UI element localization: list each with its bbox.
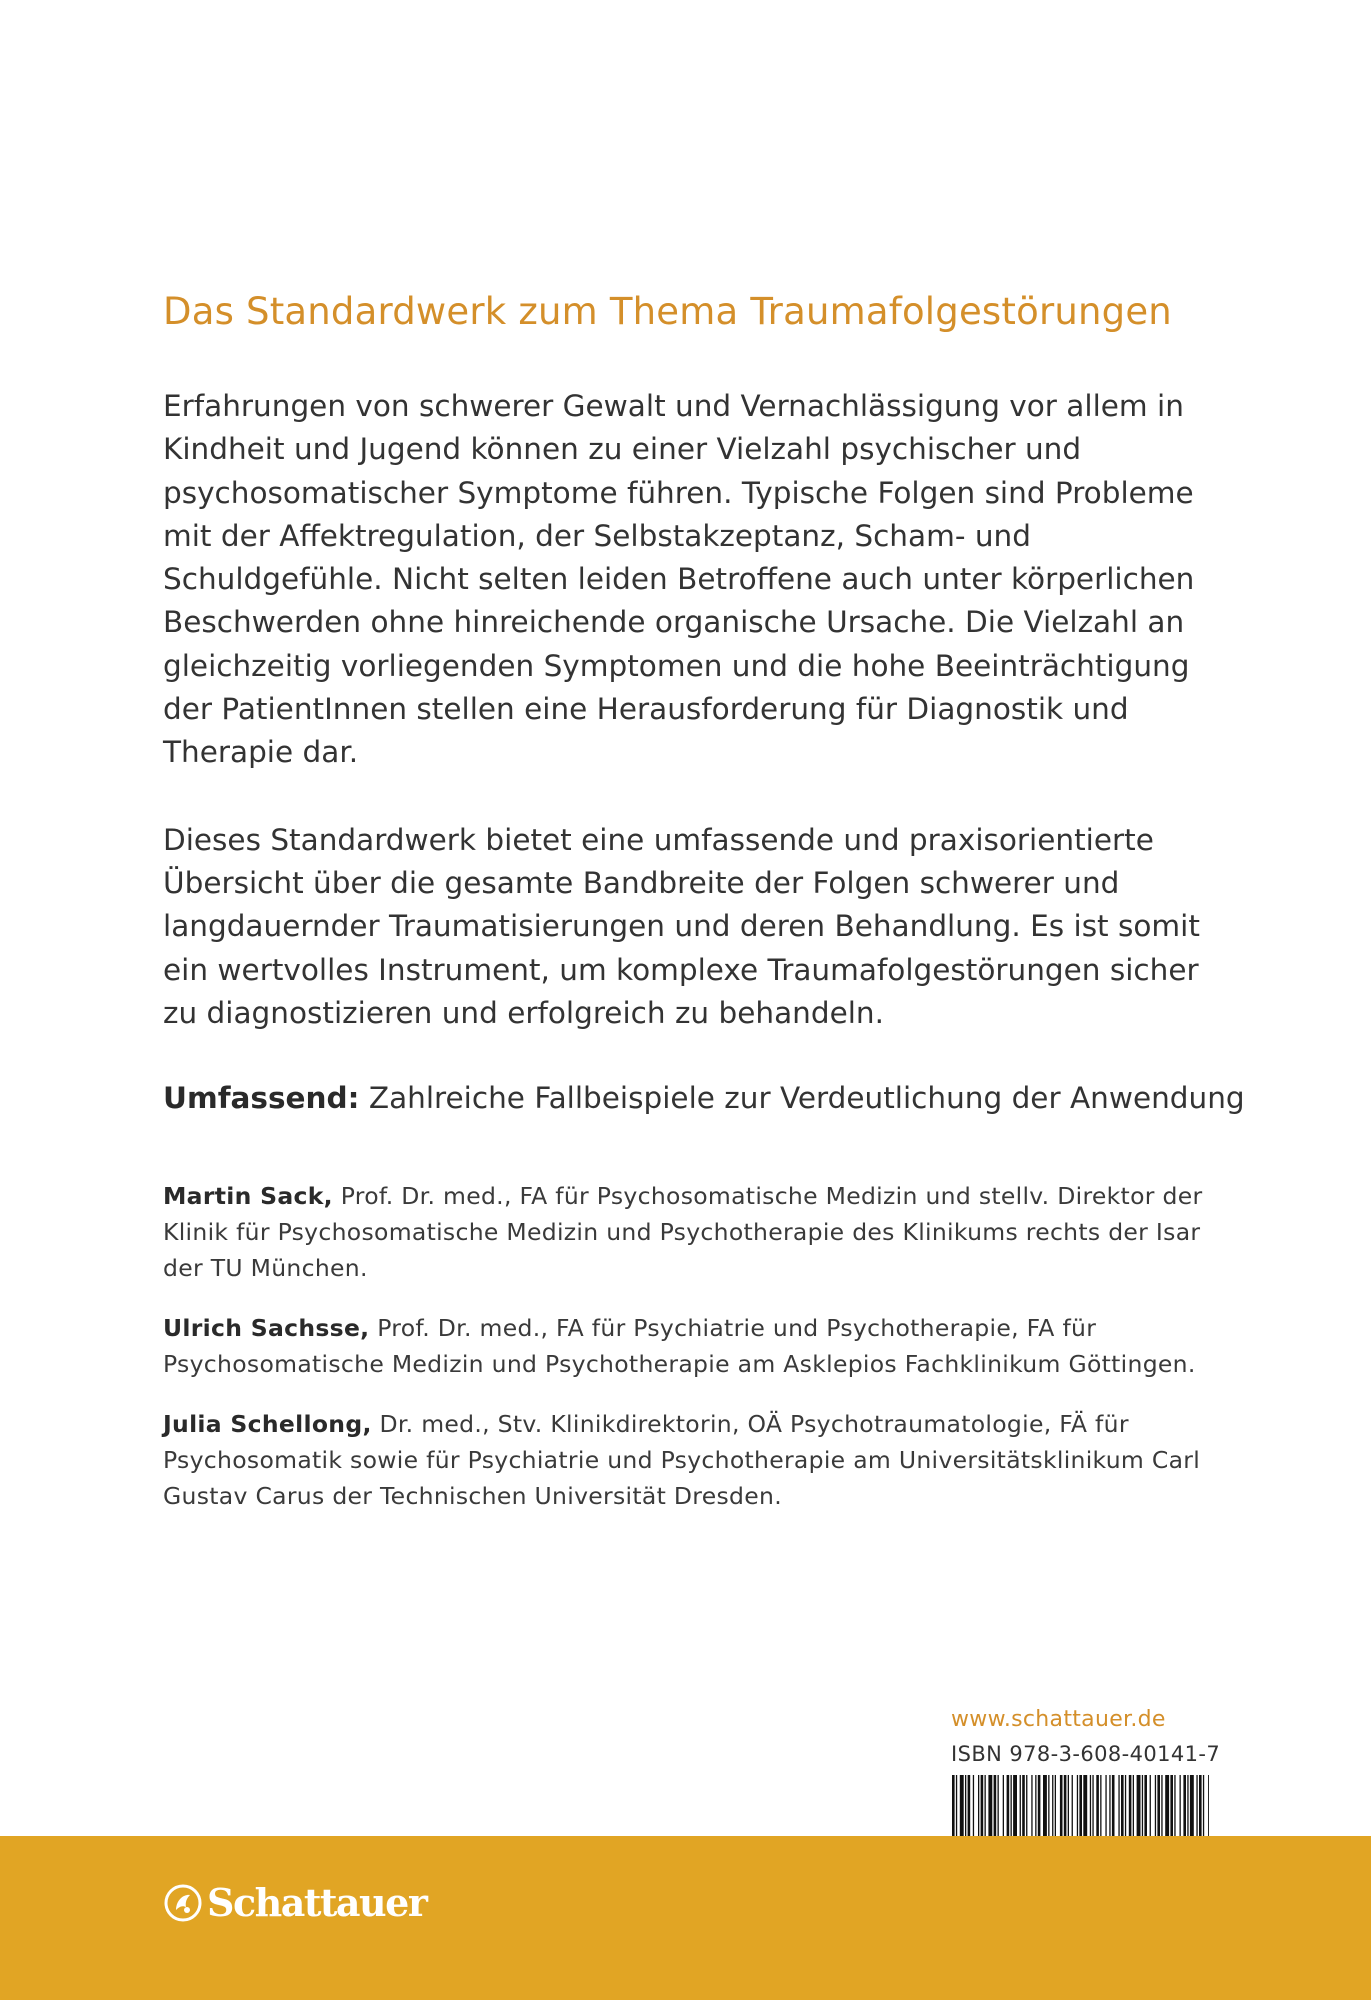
author-bio: Prof. Dr. med., FA für Psychiatrie und Psychotherapie, FA für Psychosomatische Medizin und Psychotherapie am Asklepios Fachklinikum Göttingen. [163, 1314, 1196, 1379]
blurb [163, 385, 1223, 1035]
back-cover-content [163, 290, 1245, 1538]
publisher-logo [163, 1880, 426, 1925]
author-entry [163, 1310, 1223, 1382]
feature-line [163, 1077, 1245, 1120]
author-bio: Dr. med., Stv. Klinikdirektorin, OÄ Psychotraumatologie, FÄ für Psychosomatik sowie für Psychiatrie und Psychotherapie am Universitätsklinikum Carl Gustav Carus der Technischen Universität Dresden. [163, 1410, 1201, 1511]
publisher-emblem-icon [163, 1883, 203, 1923]
author-name: Martin Sack, [163, 1182, 333, 1211]
headline: Das Standardwerk zum Thema Traumafolgestörungen [163, 290, 1172, 333]
publisher-name: Schattauer [207, 1880, 427, 1925]
feature-label: Umfassend: [163, 1081, 360, 1116]
feature-text: Zahlreiche Fallbeispiele zur Verdeutlichung der Anwendung [368, 1081, 1245, 1116]
isbn-number: ISBN 978-3-608-40141-7 [951, 1742, 1221, 1766]
author-list [163, 1178, 1223, 1514]
imprint [951, 1705, 1221, 1769]
author-bio: Prof. Dr. med., FA für Psychosomatische Medizin und stellv. Direktor der Klinik für Psychosomatische Medizin und Psychotherapie des Klinikums rechts der Isar der TU München. [163, 1182, 1203, 1283]
publisher-footer-band [0, 1836, 1371, 2000]
barcode-image [951, 1775, 1210, 1836]
author-name: Ulrich Sachsse, [163, 1314, 370, 1343]
author-entry [163, 1406, 1223, 1514]
blurb-paragraph-2: Dieses Standardwerk bietet eine umfassende und praxisorientierte Übersicht über die gesamte Bandbreite der Folgen schwerer und langdauernder Traumatisierungen und deren Behandlung. Es ist somit ein wertvolles Instrument, um komplexe Traumafolgestörungen sicher zu diagnostizieren und erfolgreich zu behandeln. [163, 822, 1200, 1030]
blurb-paragraph-1: Erfahrungen von schwerer Gewalt und Vernachlässigung vor allem in Kindheit und Jugend können zu einer Vielzahl psychischer und psychosomatischer Symptome führen. Typische Folgen sind Probleme mit der Affektregulation, der Selbstakzeptanz, Scham- und Schuldgefühle. Nicht selten leiden Betroffene auch unter körperlichen Beschwerden ohne hinreichende organische Ursache. Die Vielzahl an gleichzeitig vorliegenden Symptomen und die hohe Beeinträchtigung der PatientInnen stellen eine Herausforderung für Diagnostik und Therapie dar. [163, 389, 1195, 770]
publisher-url: www.schattauer.de [951, 1707, 1166, 1732]
author-entry [163, 1178, 1223, 1286]
author-name: Julia Schellong, [163, 1410, 372, 1439]
